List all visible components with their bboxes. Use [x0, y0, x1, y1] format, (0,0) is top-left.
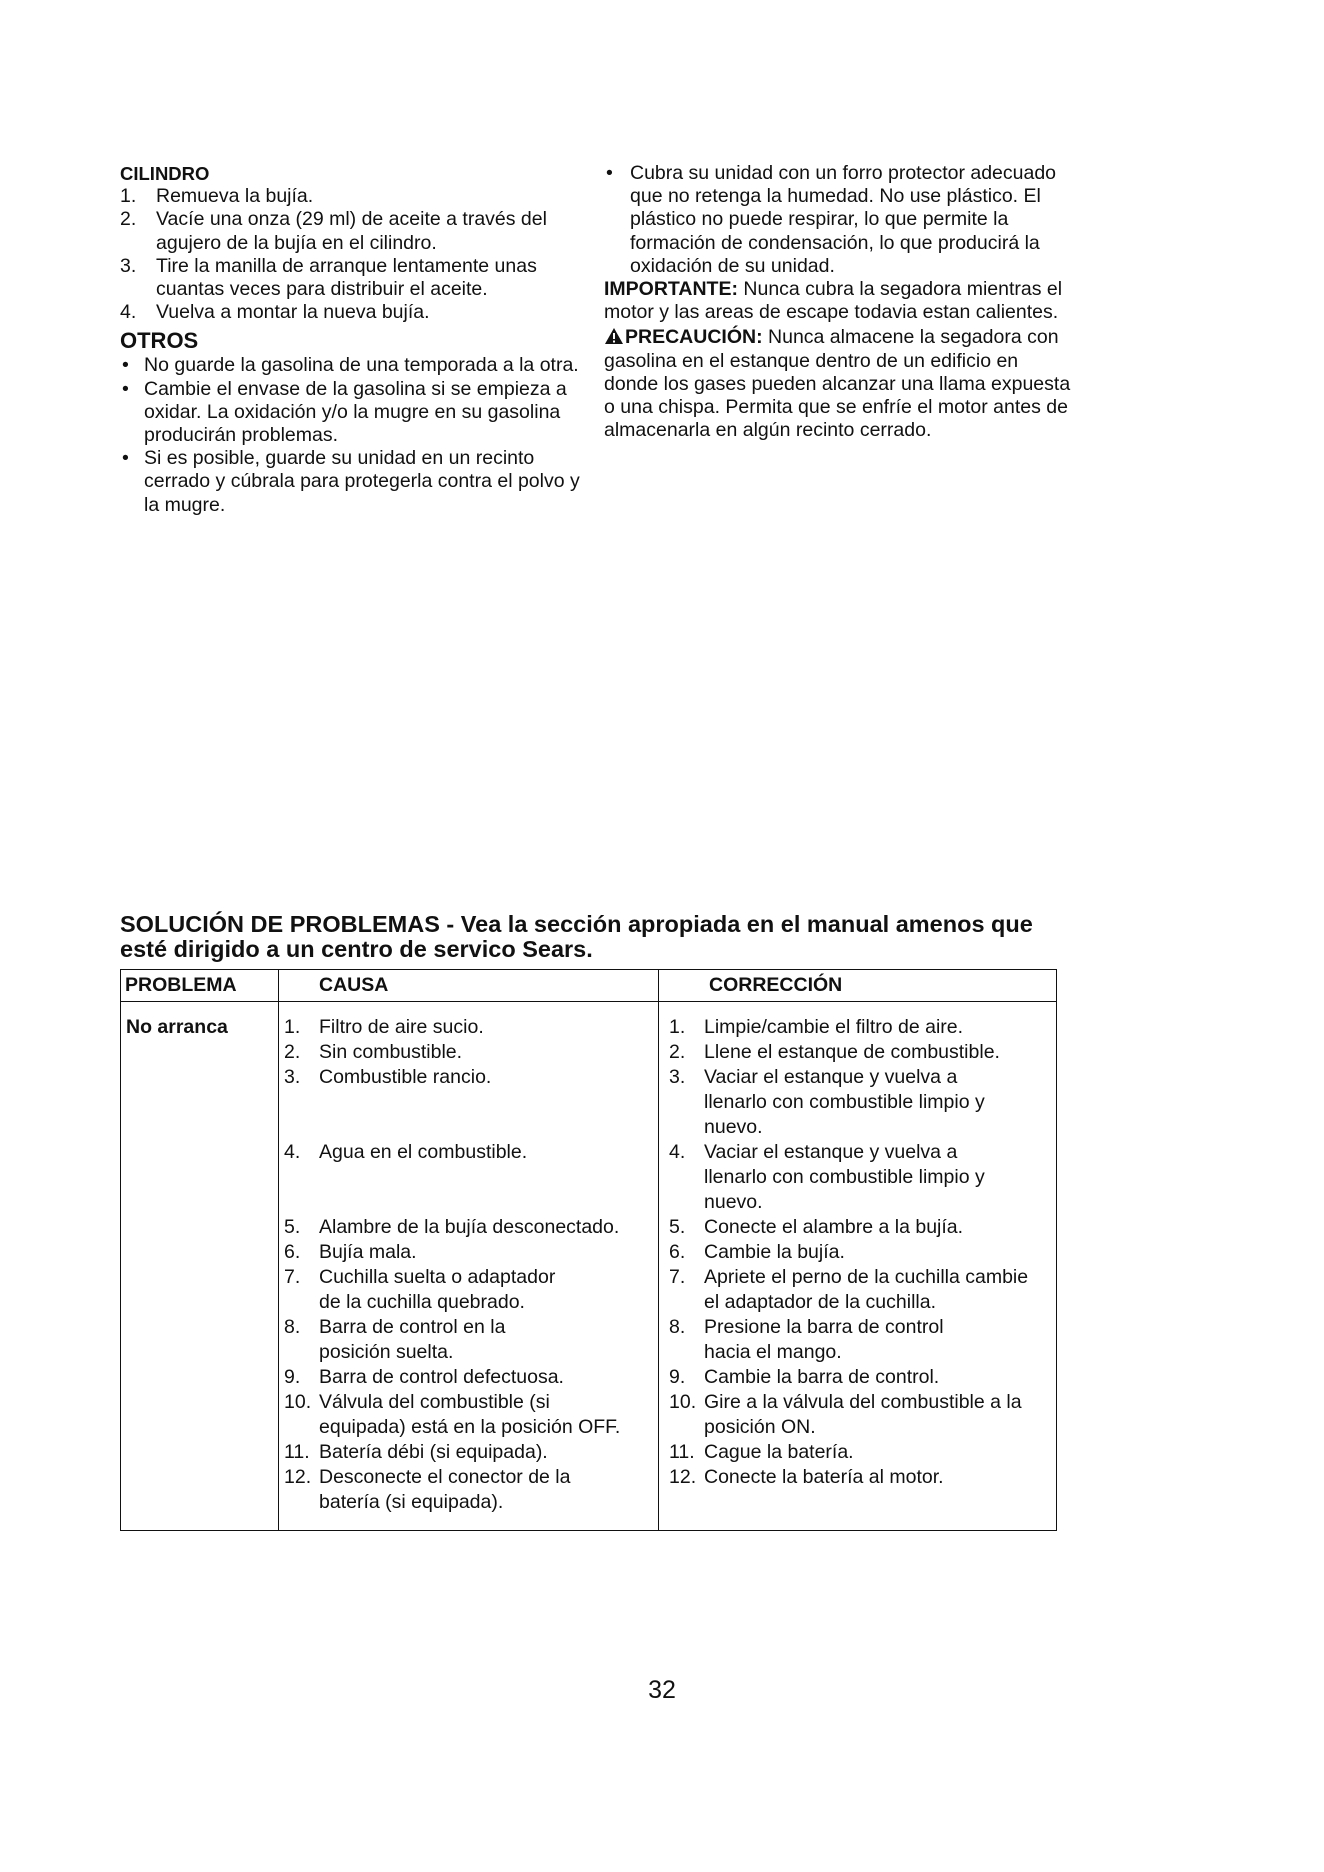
- importante-paragraph: [604, 278, 1074, 324]
- problem-cell: No arranca: [126, 1016, 228, 1038]
- cilindro-steps: [120, 185, 585, 324]
- table-row: 12. Conecte la batería al motor.: [669, 1466, 944, 1488]
- page-number: 32: [648, 1676, 676, 1704]
- otros-bullets: [120, 354, 585, 516]
- importante-text: Nunca cubra la segadora mientras el motor y las areas de escape todavia estan calientes.: [604, 278, 1063, 324]
- table-row: 1. Limpie/cambie el filtro de aire.: [669, 1016, 964, 1038]
- header-causa: CAUSA: [319, 974, 389, 996]
- table-row: 3. Combustible rancio.: [284, 1066, 492, 1088]
- table-row: 11. Batería débi (si equipada).: [284, 1441, 548, 1463]
- header-correccion: CORRECCIÓN: [709, 974, 843, 996]
- table-row: 8. Presione la barra de control hacia el mango.: [669, 1316, 944, 1363]
- left-column: [120, 162, 585, 517]
- corrections-column: [669, 1015, 1054, 1490]
- otros-heading: OTROS: [120, 328, 199, 354]
- table-row: 1. Filtro de aire sucio.: [284, 1016, 484, 1038]
- precaucion-text: Nunca almacene la segadora con gasolina en el estanque dentro de un edificio en donde los gases pueden alcanzar una llama expuesta o una chispa. Permita que se enfríe el motor antes de almacenarla en algún recinto cerrado.: [604, 326, 1071, 442]
- cilindro-heading: CILINDRO: [120, 163, 210, 184]
- table-row: 3. Vaciar el estanque y vuelva a llenarlo con combustible limpio y nuevo.: [669, 1066, 985, 1138]
- bullet-icon: •: [122, 354, 129, 377]
- table-row: 6. Bujía mala.: [284, 1241, 417, 1263]
- table-row: 5. Alambre de la bujía desconectado.: [284, 1216, 620, 1238]
- troubleshooting-title: SOLUCIÓN DE PROBLEMAS - Vea la sección apropiada en el manual amenos que esté dirigido a un centro de servico Sears.: [120, 911, 1033, 962]
- precaucion-label: PRECAUCIÓN:: [625, 326, 763, 349]
- troubleshooting-table: [120, 969, 1057, 1531]
- header-problema: PROBLEMA: [125, 974, 237, 996]
- warning-triangle-icon: [604, 327, 624, 345]
- table-header: [121, 970, 1056, 1002]
- right-column: [604, 162, 1074, 442]
- importante-label: IMPORTANTE:: [604, 278, 738, 301]
- list-item: • Cubra su unidad con un forro protector adecuado que no retenga la humedad. No use plástico. El plástico no puede respirar, lo que permite la formación de condensación, lo que producirá la oxidación de su unidad.: [606, 162, 1057, 277]
- table-row: 2. Sin combustible.: [284, 1041, 463, 1063]
- list-item: • No guarde la gasolina de una temporada a la otra.: [122, 354, 579, 377]
- column-divider: [278, 970, 279, 1530]
- table-row: 11. Cague la batería.: [669, 1441, 854, 1463]
- table-row: 8. Barra de control en la posición suelta.: [284, 1316, 506, 1363]
- list-item: • Cambie el envase de la gasolina si se empieza a oxidar. La oxidación y/o la mugre en su gasolina producirán problemas.: [122, 377, 567, 447]
- list-item: 4. Vuelva a montar la nueva bujía.: [120, 301, 430, 324]
- table-row: 9. Cambie la barra de control.: [669, 1366, 940, 1388]
- bullet-icon: •: [122, 447, 129, 470]
- list-item: 3. Tire la manilla de arranque lentamente unas cuantas veces para distribuir el aceite.: [120, 254, 537, 301]
- list-item: • Si es posible, guarde su unidad en un recinto cerrado y cúbrala para protegerla contra el polvo y la mugre.: [122, 447, 580, 516]
- table-row: 10. Válvula del combustible (si equipada) está en la posición OFF.: [284, 1391, 621, 1438]
- list-item: 1. Remueva la bujía.: [120, 185, 314, 208]
- causes-column: [284, 1015, 664, 1515]
- table-row: 5. Conecte el alambre a la bujía.: [669, 1216, 964, 1238]
- table-row: 4. Agua en el combustible.: [284, 1141, 528, 1163]
- precaucion-paragraph: [604, 326, 1074, 442]
- table-row: 6. Cambie la bujía.: [669, 1241, 845, 1263]
- table-row: 7. Cuchilla suelta o adaptador de la cuchilla quebrado.: [284, 1266, 556, 1313]
- table-row: 7. Apriete el perno de la cuchilla cambie el adaptador de la cuchilla.: [669, 1266, 1029, 1313]
- table-row: 2. Llene el estanque de combustible.: [669, 1041, 1000, 1063]
- table-row: 4. Vaciar el estanque y vuelva a llenarlo con combustible limpio y nuevo.: [669, 1141, 985, 1213]
- bullet-icon: •: [122, 377, 129, 400]
- list-item: 2. Vacíe una onza (29 ml) de aceite a través del agujero de la bujía en el cilindro.: [120, 208, 547, 254]
- table-row: 10. Gire a la válvula del combustible a la posición ON.: [669, 1391, 1022, 1438]
- table-row: 9. Barra de control defectuosa.: [284, 1366, 564, 1388]
- cover-bullets: [604, 162, 1074, 278]
- bullet-icon: •: [606, 162, 613, 184]
- table-row: 12. Desconecte el conector de la batería (si equipada).: [284, 1466, 571, 1513]
